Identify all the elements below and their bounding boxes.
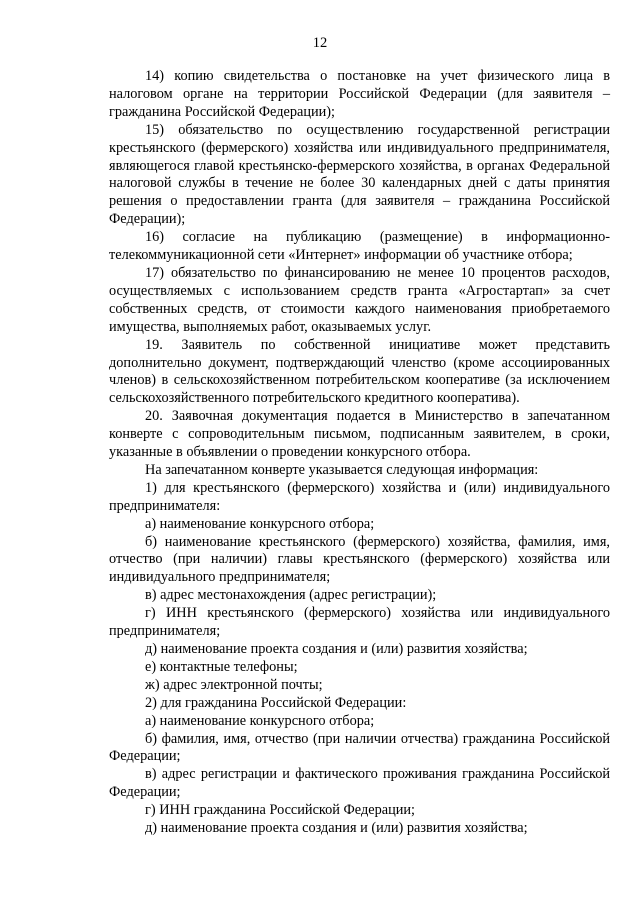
paragraph-subitem-v-2: в) адрес регистрации и фактического проживания гражданина Российской Федерации; — [109, 766, 610, 801]
paragraph-subitem-v: в) адрес местонахождения (адрес регистрации); — [145, 587, 437, 604]
paragraph-envelope-intro: На запечатанном конверте указывается следующая информация: — [145, 461, 539, 478]
paragraph-subitem-d-2: д) наименование проекта создания и (или) развития хозяйства; — [145, 820, 528, 837]
paragraph-envelope-list-2: 2) для гражданина Российской Федерации: — [145, 694, 407, 711]
paragraph-item-14: 14) копию свидетельства о постановке на учет физического лица в налоговом органе на территории Российской Федерации (для заявителя – гражданина Российской Федерации); — [109, 68, 610, 120]
paragraph-item-17: 17) обязательство по финансированию не менее 10 процентов расходов, осуществляемых с использованием средств гранта «Агростартап» за счет собственных средств, от стоимости каждого наименования приобретаемого имущества, выполняемых работ, оказываемых услуг. — [109, 264, 610, 335]
paragraph-subitem-g-2: г) ИНН гражданина Российской Федерации; — [145, 802, 416, 819]
paragraph-subitem-g: г) ИНН крестьянского (фермерского) хозяйства или индивидуального предпринимателя; — [109, 605, 610, 640]
paragraph-subitem-d: д) наименование проекта создания и (или) развития хозяйства; — [145, 641, 528, 657]
document-body — [109, 68, 610, 838]
paragraph-item-16: 16) согласие на публикацию (размещение) в информационно-телекоммуникационной сети «Интернет» информации об участнике отбора; — [109, 229, 610, 264]
paragraph-subitem-b: б) наименование крестьянского (фермерского) хозяйства, фамилия, имя, отчество (при наличии) главы крестьянского (фермерского) хозяйства или индивидуального предпринимателя; — [109, 533, 610, 586]
paragraph-subitem-e: е) контактные телефоны; — [145, 658, 298, 675]
paragraph-subitem-a-2: а) наименование конкурсного отбора; — [145, 712, 375, 729]
paragraph-subitem-zh: ж) адрес электронной почты; — [145, 676, 323, 693]
paragraph-clause-20: 20. Заявочная документация подается в Министерство в запечатанном конверте с сопроводительным письмом, подписанным заявителем, в сроки, указанные в объявлении о проведении конкурсного отбора. — [109, 408, 610, 461]
paragraph-clause-19: 19. Заявитель по собственной инициативе может представить дополнительно документ, подтверждающий членство (кроме ассоциированных членов) в сельскохозяйственном потребительском кооперативе (за исключением сельскохозяйственного потребительского кредитного кооператива). — [109, 336, 610, 407]
paragraph-subitem-a: а) наименование конкурсного отбора; — [145, 515, 375, 532]
paragraph-subitem-b-2: б) фамилия, имя, отчество (при наличии отчества) гражданина Российской Федерации; — [109, 730, 610, 765]
page-number: 12 — [312, 35, 328, 51]
paragraph-envelope-list-1: 1) для крестьянского (фермерского) хозяйства и (или) индивидуального предпринимателя: — [109, 479, 610, 514]
paragraph-item-15: 15) обязательство по осуществлению государственной регистрации крестьянского (фермерского) хозяйства или индивидуального предпринимателя, являющегося главой крестьянско-фермерского хозяйства, в органах Федеральной налоговой службы в течение не более 30 календарных дней с даты принятия решения о предоставлении гранта (для заявителя – гражданина Российской Федерации); — [109, 121, 610, 228]
